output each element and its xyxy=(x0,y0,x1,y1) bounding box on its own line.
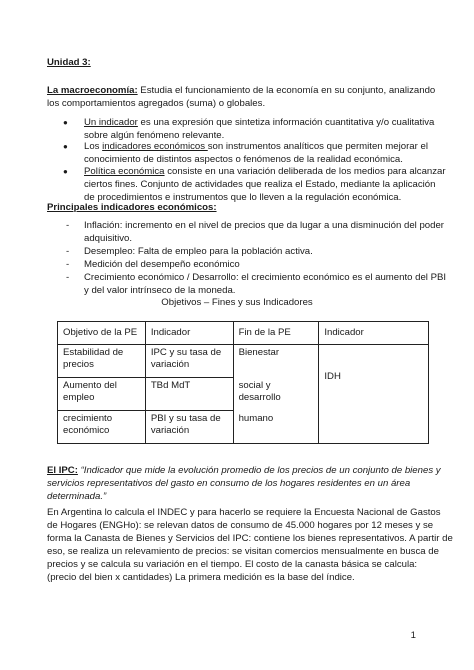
dash-item-4-line2: y del valor intrínseco de la moneda. xyxy=(84,285,236,296)
table-cell: humano xyxy=(233,411,319,444)
ipc-line1: El IPC: “Indicador que mide la evolución promedio de los precios de un conjunto de bienes y xyxy=(47,465,441,476)
dash-item-4-line1: Crecimiento económico / Desarrollo: el crecimiento económico es el aumento del PBI xyxy=(84,272,447,283)
macro-paragraph-line1: La macroeconomía: Estudia el funcionamiento de la economía en su conjunto, analizando xyxy=(47,85,436,96)
principales-heading: Principales indicadores económicos: xyxy=(47,202,217,213)
unit-heading: Unidad 3: xyxy=(47,57,91,68)
table-cell: TBd MdT xyxy=(145,378,233,411)
ipc-term: El IPC: xyxy=(47,465,78,476)
argentina-line1: En Argentina lo calcula el INDEC y para hacerlo se requiere la Encuesta Nacional de Gastos xyxy=(47,507,441,518)
bullet-2-line2: conocimiento de distintos aspectos o fenómenos de la realidad económica. xyxy=(84,154,403,165)
dash-item-1-line2: adquisitivo. xyxy=(84,233,132,244)
bullet-3-line3: de procedimientos e instrumentos que lo lleven a la regulación económica. xyxy=(84,192,402,203)
table-header-cell: Indicador xyxy=(319,322,429,345)
bullet-1-term: Un indicador xyxy=(84,117,138,128)
bullet-1-line1: Un indicador es una expresión que sintetiza información cuantitativa y/o cualitativa xyxy=(84,117,435,128)
table-header-cell: Indicador xyxy=(145,322,233,345)
dash-marker: - xyxy=(66,220,70,231)
ipc-line3: determinada.” xyxy=(47,491,107,502)
page-number: 1 xyxy=(410,630,416,641)
bullet-1-line2: sobre algún fenómeno relevante. xyxy=(84,130,225,141)
table-header-row xyxy=(58,322,429,345)
bullet-2-line1: Los indicadores económicos son instrumentos analíticos que permiten mejorar el xyxy=(84,141,428,152)
argentina-line4: eso, se realiza un relevamiento de precios: se visitan comercios mensualmente en busca de xyxy=(47,546,439,557)
table-cell-idh: IDH xyxy=(319,345,429,444)
table-cell: Bienestar xyxy=(233,345,319,378)
macro-paragraph-line2: los comportamientos agregados (suma) o globales. xyxy=(47,98,266,109)
table-title: Objetivos – Fines y sus Indicadores xyxy=(161,297,313,308)
table-cell: crecimiento económico xyxy=(58,411,146,444)
bullet-dot: ● xyxy=(63,118,68,127)
table-cell: Aumento del empleo xyxy=(58,378,146,411)
argentina-line5: precios y se calcula su variación en el tiempo. El costo de la canasta básica se calcula: xyxy=(47,559,418,570)
objectives-table xyxy=(57,321,429,444)
table-cell: Estabilidad de precios xyxy=(58,345,146,378)
dash-marker: - xyxy=(66,246,70,257)
macro-term: La macroeconomía: xyxy=(47,85,138,96)
table-cell: PBI y su tasa de variación xyxy=(145,411,233,444)
bullet-3-term: Política económica xyxy=(84,166,165,177)
table-header-cell: Objetivo de la PE xyxy=(58,322,146,345)
dash-item-2: Desempleo: Falta de empleo para la población activa. xyxy=(84,246,313,257)
dash-marker: - xyxy=(66,259,70,270)
bullet-dot: ● xyxy=(63,142,68,151)
bullet-3-line1: Política económica consiste en una variación deliberada de los medios para alcanzar xyxy=(84,166,446,177)
table-header-cell: Fin de la PE xyxy=(233,322,319,345)
table-cell: social y desarrollo xyxy=(233,378,319,411)
argentina-line6: (precio del bien x cantidades) La primera medición es la base del índice. xyxy=(47,572,355,583)
argentina-line3: forma la Canasta de Bienes y Servicios del IPC: contiene los bienes representativos. A partir de xyxy=(47,533,453,544)
table-cell: IPC y su tasa de variación xyxy=(145,345,233,378)
argentina-line2: de Hogares (ENGHo): se relevan datos de consumo de 45.000 hogares por 12 meses y se xyxy=(47,520,434,531)
dash-item-1-line1: Inflación: incremento en el nivel de precios que da lugar a una disminución del poder xyxy=(84,220,444,231)
bullet-3-line2: ciertos fines. Conjunto de actividades que realiza el Estado, mediante la aplicación xyxy=(84,179,436,190)
dash-item-3: Medición del desempeño económico xyxy=(84,259,240,270)
bullet-dot: ● xyxy=(63,167,68,176)
dash-marker: - xyxy=(66,272,70,283)
bullet-2-term: indicadores económicos xyxy=(102,141,208,152)
table-row xyxy=(58,345,429,378)
ipc-line2: servicios representativos del gasto en consumo de los hogares residentes en un área xyxy=(47,478,411,489)
